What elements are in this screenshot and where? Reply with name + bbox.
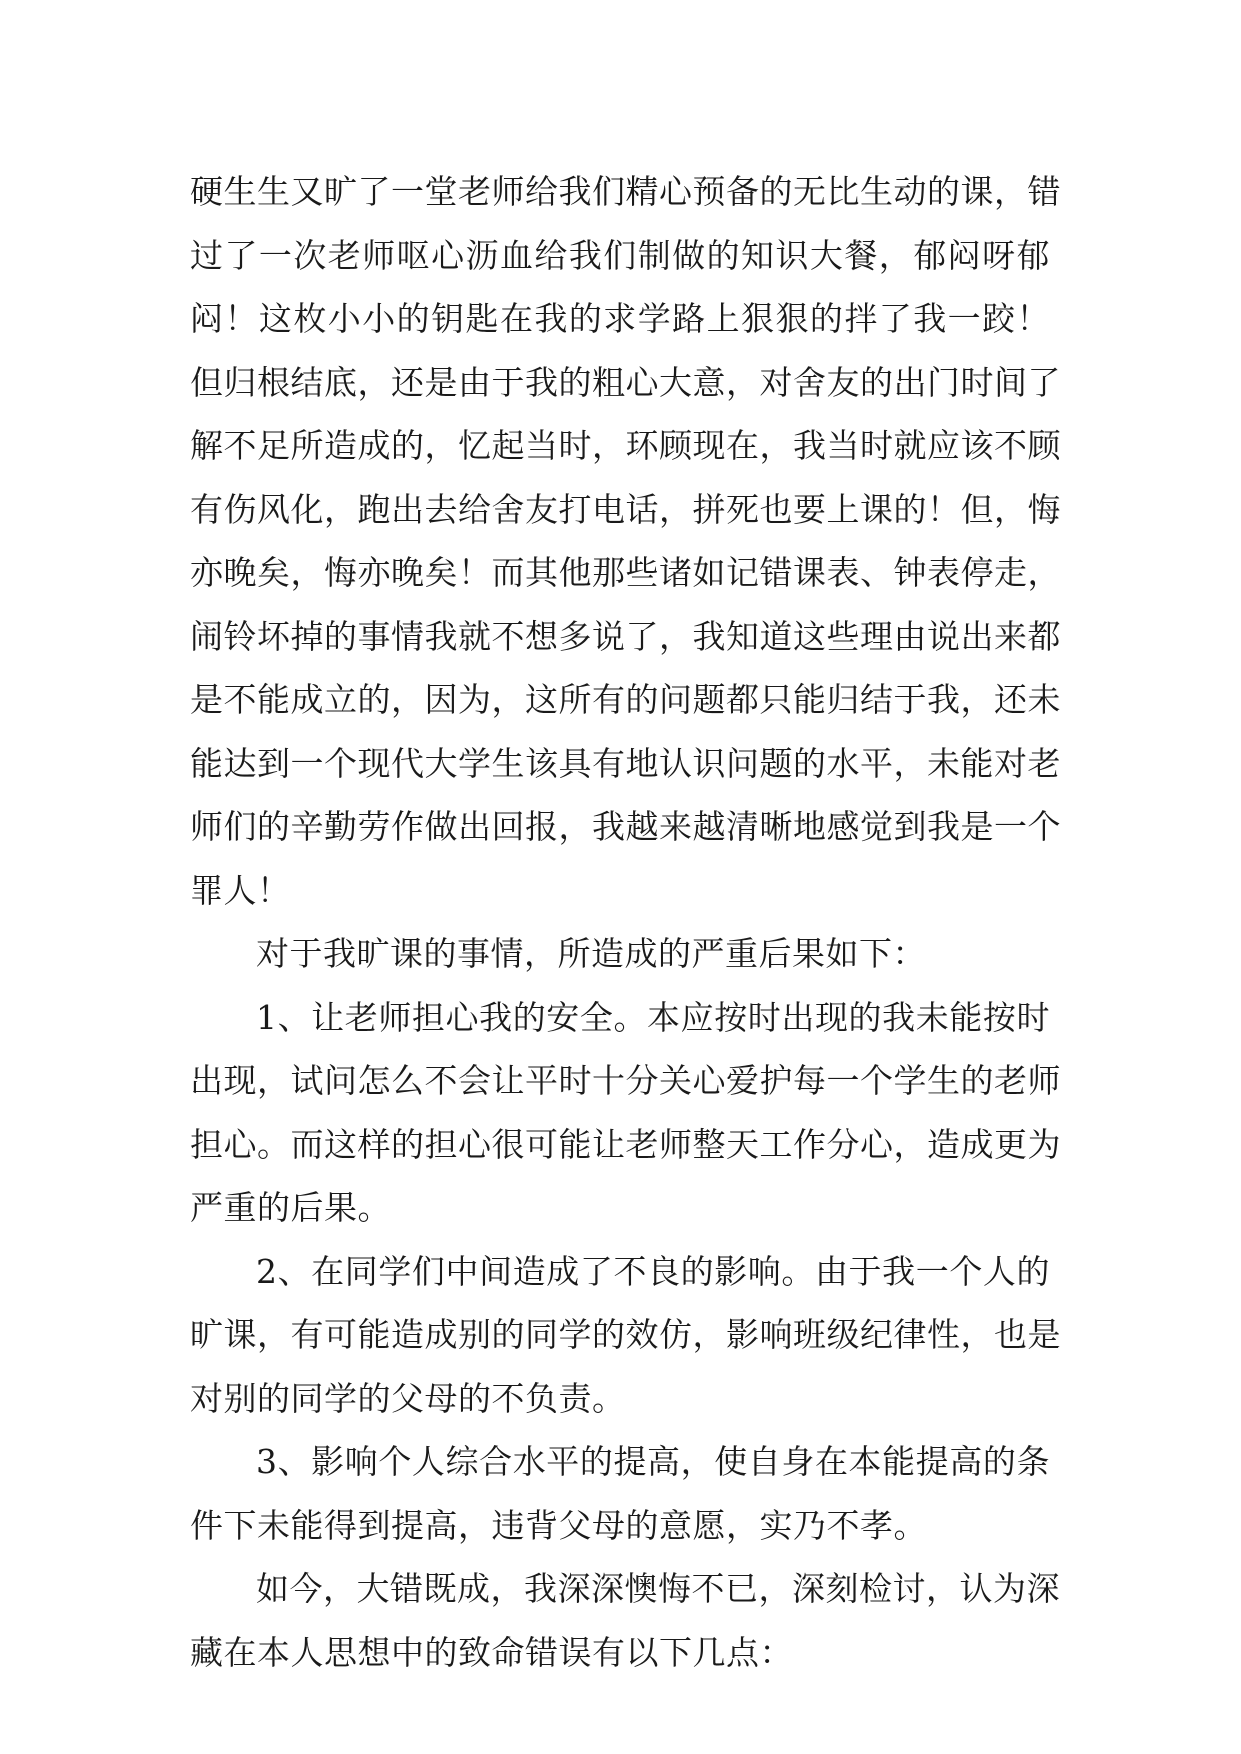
text-line: 对于我旷课的事情，所造成的严重后果如下：	[256, 934, 926, 973]
text-line: 3、影响个人综合水平的提高，使自身在本能提高的条	[256, 1442, 1050, 1481]
text-line: 过了一次老师呕心沥血给我们制做的知识大餐，郁闷呀郁	[190, 235, 1050, 275]
text-line: 但归根结底，还是由于我的粗心大意，对舍友的出门时间了	[190, 362, 1061, 402]
text-line: 罪人！	[190, 870, 291, 910]
text-line: 藏在本人思想中的致命错误有以下几点：	[190, 1632, 793, 1672]
text-line: 解不足所造成的，忆起当时，环顾现在，我当时就应该不顾	[190, 426, 1061, 465]
text-line: 是不能成立的，因为，这所有的问题都只能归结于我，还未	[190, 680, 1061, 719]
text-line: 严重的后果。	[190, 1188, 391, 1227]
text-line: 亦晚矣，悔亦晚矣！而其他那些诸如记错课表、钟表停走，	[190, 553, 1061, 592]
text-line: 对别的同学的父母的不负责。	[190, 1378, 626, 1418]
text-line: 如今，大错既成，我深深懊悔不已，深刻检讨，认为深	[256, 1569, 1060, 1608]
text-line: 闹铃坏掉的事情我就不想多说了，我知道这些理由说出来都	[190, 616, 1061, 656]
text-line: 出现，试问怎么不会让平时十分关心爱护每一个学生的老师	[190, 1061, 1061, 1100]
text-line: 能达到一个现代大学生该具有地认识问题的水平，未能对老	[190, 743, 1061, 783]
document-body-text	[190, 160, 1061, 1684]
text-line: 2、在同学们中间造成了不良的影响。由于我一个人的	[256, 1251, 1050, 1291]
text-line: 旷课，有可能造成别的同学的效仿，影响班级纪律性，也是	[190, 1315, 1061, 1354]
text-line: 硬生生又旷了一堂老师给我们精心预备的无比生动的课，错	[190, 172, 1061, 211]
text-line: 闷！这枚小小的钥匙在我的求学路上狠狠的拌了我一跤！	[190, 299, 1050, 338]
text-line: 有伤风化，跑出去给舍友打电话，拼死也要上课的！但，悔	[190, 489, 1061, 529]
text-line: 担心。而这样的担心很可能让老师整天工作分心，造成更为	[190, 1124, 1061, 1164]
text-line: 件下未能得到提高，违背父母的意愿，实乃不孝。	[190, 1505, 927, 1545]
text-line: 1、让老师担心我的安全。本应按时出现的我未能按时	[256, 997, 1050, 1037]
text-line: 师们的辛勤劳作做出回报，我越来越清晰地感觉到我是一个	[190, 807, 1061, 846]
